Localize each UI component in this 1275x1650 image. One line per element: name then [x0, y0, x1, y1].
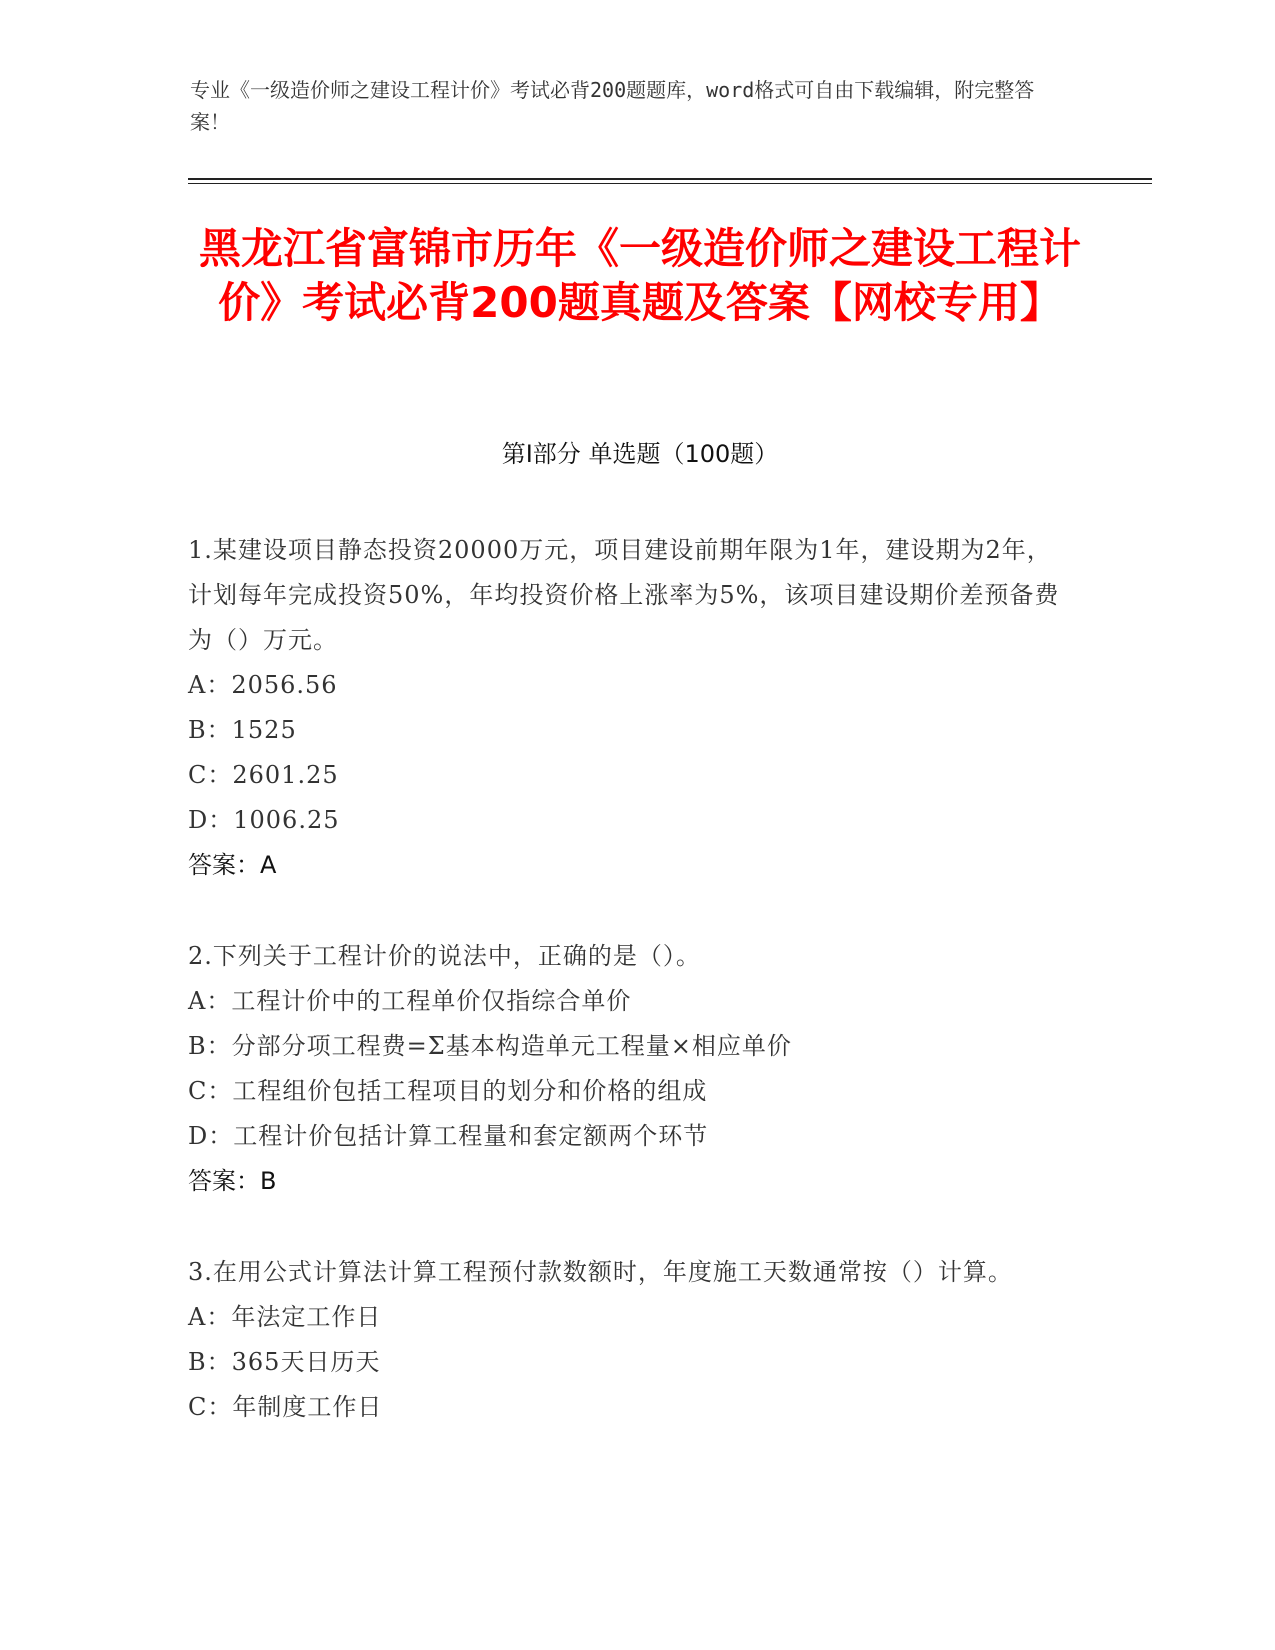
answer-line: 答案：B [188, 1167, 277, 1195]
option-b: B：分部分项工程费=Σ基本构造单元工程量×相应单价 [188, 1032, 792, 1060]
option-a: A：年法定工作日 [188, 1303, 382, 1331]
option-d: D：1006.25 [188, 806, 340, 834]
question-stem: 1.某建设项目静态投资20000万元，项目建设前期年限为1年，建设期为2年，计划每年完成投资50%，年均投资价格上涨率为5%，该项目建设期价差预备费为（）万元。 [188, 536, 1060, 654]
option-b: B：1525 [188, 716, 297, 744]
header-divider-thick [188, 178, 1152, 180]
document-title: 黑龙江省富锦市历年《一级造价师之建设工程计价》考试必背200题真题及答案【网校专用】 [198, 224, 1081, 327]
question-3 [188, 1250, 1068, 1430]
question-2 [188, 934, 1068, 1204]
option-c: C：2601.25 [188, 761, 339, 789]
option-a: A：工程计价中的工程单价仅指综合单价 [188, 987, 632, 1015]
question-stem: 2.下列关于工程计价的说法中，正确的是（）。 [188, 942, 701, 970]
question-stem: 3.在用公式计算法计算工程预付款数额时，年度施工天数通常按（）计算。 [188, 1258, 1013, 1286]
option-a: A：2056.56 [188, 671, 338, 699]
option-b: B：365天日历天 [188, 1348, 381, 1376]
option-c: C：工程组价包括工程项目的划分和价格的组成 [188, 1077, 708, 1105]
header-divider-thin [188, 183, 1152, 184]
answer-line: 答案：A [188, 851, 277, 879]
section-title: 第I部分 单选题（100题） [501, 440, 779, 468]
header-note: 专业《一级造价师之建设工程计价》考试必背200题题库，word格式可自由下载编辑，附完整答案！ [190, 78, 1035, 134]
option-c: C：年制度工作日 [188, 1393, 383, 1421]
question-1 [188, 528, 1068, 888]
question-list [188, 528, 1068, 1476]
option-d: D：工程计价包括计算工程量和套定额两个环节 [188, 1122, 709, 1150]
